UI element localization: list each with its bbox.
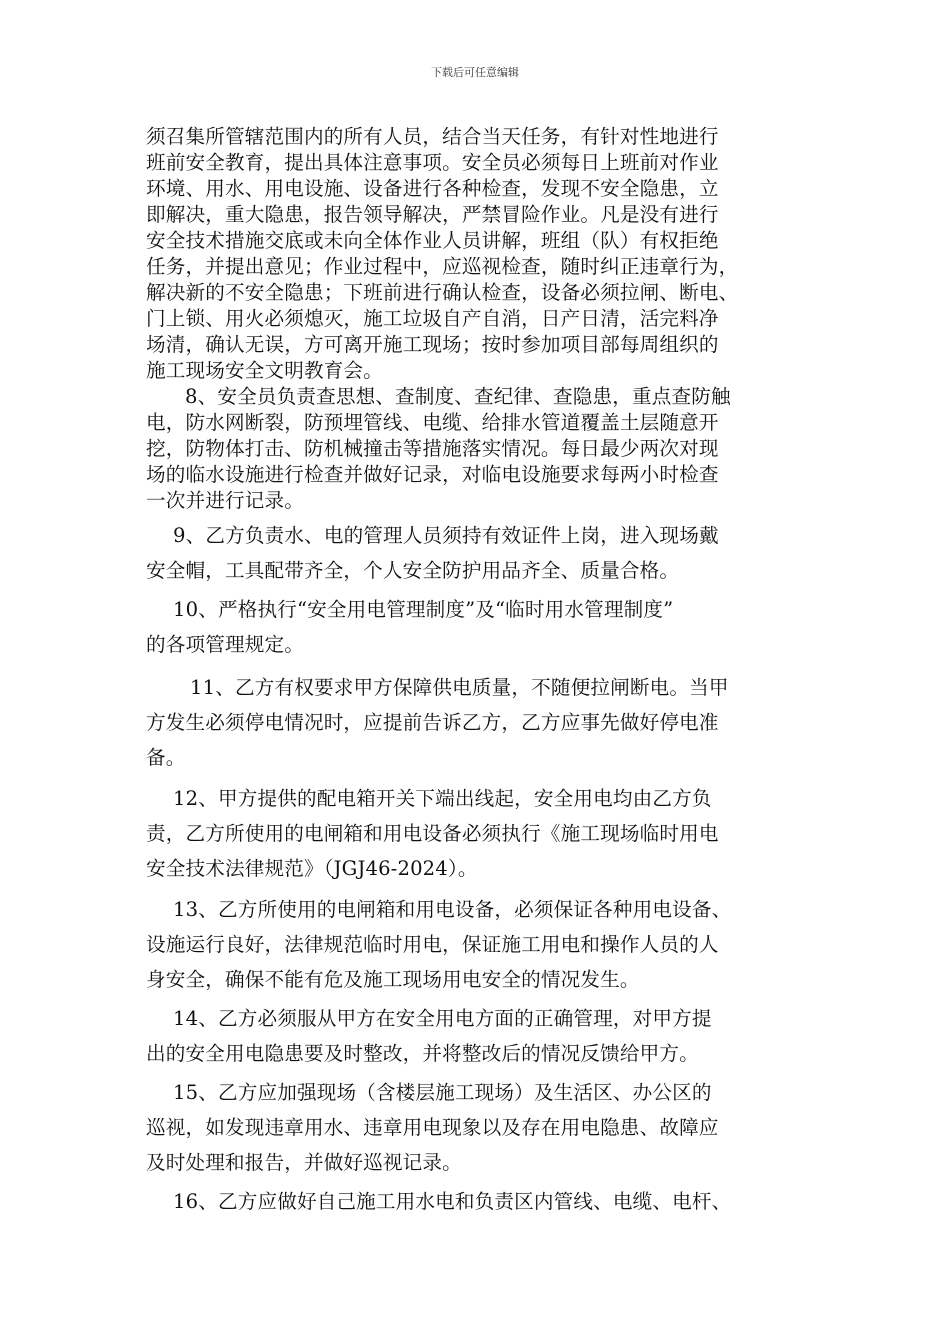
paragraph-item-8: 8、安全员负责查思想、查制度、查纪律、查隐患，重点查防触 电，防水网断裂，防预埋管线、电缆、给排水管道覆盖土层随意开 挖，防物体打击、防机械撞击等措施落实情况。每日最少两次对现 场的临水设施进行检查并做好记录，对临电设施要求每两小时检查 一次并进行记录。 <box>146 385 731 512</box>
document-body <box>146 124 826 1219</box>
paragraph-item-12: 12、甲方提供的配电箱开关下端出线起，安全用电均由乙方负 责，乙方所使用的电闸箱和用电设备必须执行《施工现场临时用电 安全技术法律规范》（JGJ46-2024）。 <box>146 787 719 880</box>
paragraph-item-10: 10、严格执行“安全用电管理制度”及“临时用水管理制度” 的各项管理规定。 <box>146 598 674 656</box>
paragraph-continuation: 须召集所管辖范围内的所有人员，结合当天任务，有针对性地进行 班前安全教育，提出具体注意事项。安全员必须每日上班前对作业 环境、用水、用电设施、设备进行各种检查，发现不安全隐患，立 即解决，重大隐患，报告领导解决，严禁冒险作业。凡是没有进行 安全技术措施交底或未向全体作业人员讲解，班组（队）有权拒绝 任务，并提出意见；作业过程中，应巡视检查，随时纠正违章行为， 解决新的不安全隐患；下班前进行确认检查，设备必须拉闸、断电、 门上锁、用火必须熄灭，施工垃圾自产自消，日产日清，活完料净 场清，确认无误，方可离开施工现场；按时参加项目部每周组织的 施工现场安全文明教育会。 <box>146 125 739 382</box>
paragraph-item-11: 11、乙方有权要求甲方保障供电质量，不随便拉闸断电。当甲 方发生必须停电情况时，应提前告诉乙方，乙方应事先做好停电准 备。 <box>146 676 729 769</box>
paragraph-item-13: 13、乙方所使用的电闸箱和用电设备，必须保证各种用电设备、 设施运行良好，法律规范临时用电，保证施工用电和操作人员的人 身安全，确保不能有危及施工现场用电安全的情况发生。 <box>146 898 732 991</box>
paragraph-item-15: 15、乙方应加强现场（含楼层施工现场）及生活区、办公区的 巡视，如发现违章用水、违章用电现象以及存在用电隐患、故障应 及时处理和报告，并做好巡视记录。 <box>146 1081 719 1174</box>
paragraph-item-14: 14、乙方必须服从甲方在安全用电方面的正确管理，对甲方提 出的安全用电隐患要及时整改，并将整改后的情况反馈给甲方。 <box>146 1007 712 1065</box>
paragraph-item-9: 9、乙方负责水、电的管理人员须持有效证件上岗，进入现场戴 安全帽，工具配带齐全，个人安全防护用品齐全、质量合格。 <box>146 524 719 582</box>
page-header: 下载后可任意编辑 <box>431 66 519 79</box>
paragraph-item-16: 16、乙方应做好自己施工用水电和负责区内管线、电缆、电杆、 <box>173 1190 732 1213</box>
